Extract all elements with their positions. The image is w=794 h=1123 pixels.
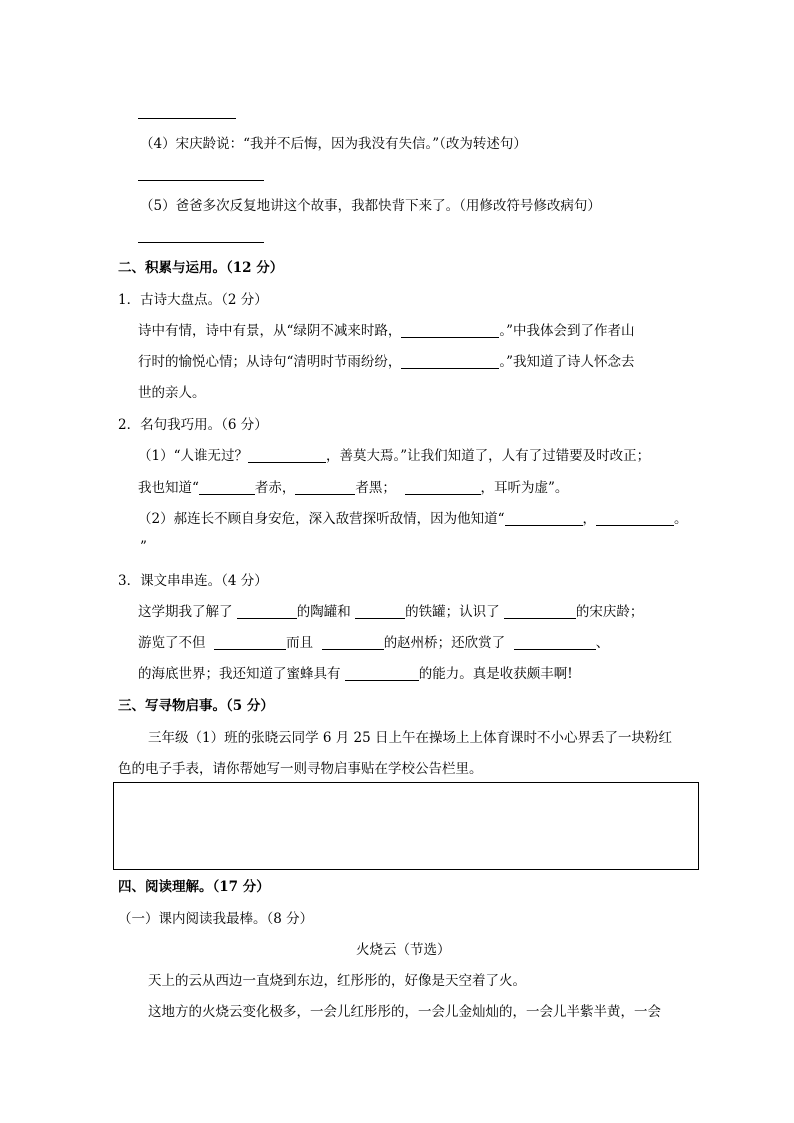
blank[interactable] [505,511,583,526]
blank[interactable] [405,480,481,495]
answer-box[interactable] [113,782,699,870]
q2-line-3: （2）郝连长不顾自身安危，深入敌营探听敌情，因为他知道“ ， 。 [138,511,688,527]
blank[interactable] [248,448,326,463]
answer-line-q3 [138,118,236,119]
q3-line-2: 游览了不但 而且 的赵州桥；还欣赏了 、 [138,635,610,651]
blank[interactable] [345,666,419,681]
blank[interactable] [596,511,674,526]
q1-line-2: 行时的愉悦心情；从诗句“清明时节雨纷纷， 。”我知道了诗人怀念去 [138,354,635,370]
blank[interactable] [214,635,286,650]
notice-prompt-line-2: 色的电子手表，请你帮她写一则寻物启事贴在学校公告栏里。 [118,761,483,777]
notice-prompt-line-1: 三年级（1）班的张晓云同学 6 月 25 日上午在操场上上体育课时不小心界丢了一块粉红 [148,730,673,746]
blank[interactable] [514,635,596,650]
blank[interactable] [237,604,297,619]
answer-line-q5 [138,242,264,243]
subsection-heading: （一）课内阅读我最棒。（8 分） [118,911,314,927]
q3-title: 3．课文串串连。（4 分） [118,573,268,589]
passage-paragraph-1: 天上的云从西边一直烧到东边，红彤彤的，好像是天空着了火。 [148,973,526,989]
q1-line-1: 诗中有情，诗中有景，从“绿阴不减来时路， 。”中我体会到了作者山 [138,323,635,339]
q2-title: 2．名句我巧用。（6 分） [118,417,268,433]
q1-title: 1．古诗大盘点。（2 分） [118,292,268,308]
q2-line-2: 我也知道“ 者赤， 者黑； ，耳听为虚”。 [138,480,569,496]
blank[interactable] [355,604,405,619]
answer-line-q4 [138,180,264,181]
q2-line-4: ” [140,539,147,555]
blank[interactable] [401,354,499,369]
blank[interactable] [295,480,355,495]
passage-title: 火烧云（节选） [356,942,451,958]
passage-paragraph-2: 这地方的火烧云变化极多，一会儿红彤彤的，一会儿金灿灿的，一会儿半紫半黄，一会 [148,1004,661,1020]
blank[interactable] [199,480,255,495]
q1-line-3: 世的亲人。 [138,385,206,401]
blank[interactable] [322,635,384,650]
section-2-heading: 二、积累与运用。（12 分） [118,260,284,276]
blank[interactable] [504,604,576,619]
blank[interactable] [401,323,499,338]
section-3-heading: 三、写寻物启事。（5 分） [118,698,274,714]
section-4-heading: 四、阅读理解。（17 分） [118,879,270,895]
q3-line-3: 的海底世界；我还知道了蜜蜂具有 的能力。真是收获颇丰啊! [138,666,573,682]
question-5: （5）爸爸多次反复地讲这个故事，我都快背下来了。（用修改符号修改病句） [140,198,601,214]
q3-line-1: 这学期我了解了 的陶罐和 的铁罐；认识了 的宋庆龄； [138,604,644,620]
q2-line-1: （1）“人谁无过？ ，善莫大焉。”让我们知道了，人有了过错要及时改正； [138,448,651,464]
question-4: （4）宋庆龄说：“我并不后悔，因为我没有失信。”（改为转述句） [140,136,527,152]
